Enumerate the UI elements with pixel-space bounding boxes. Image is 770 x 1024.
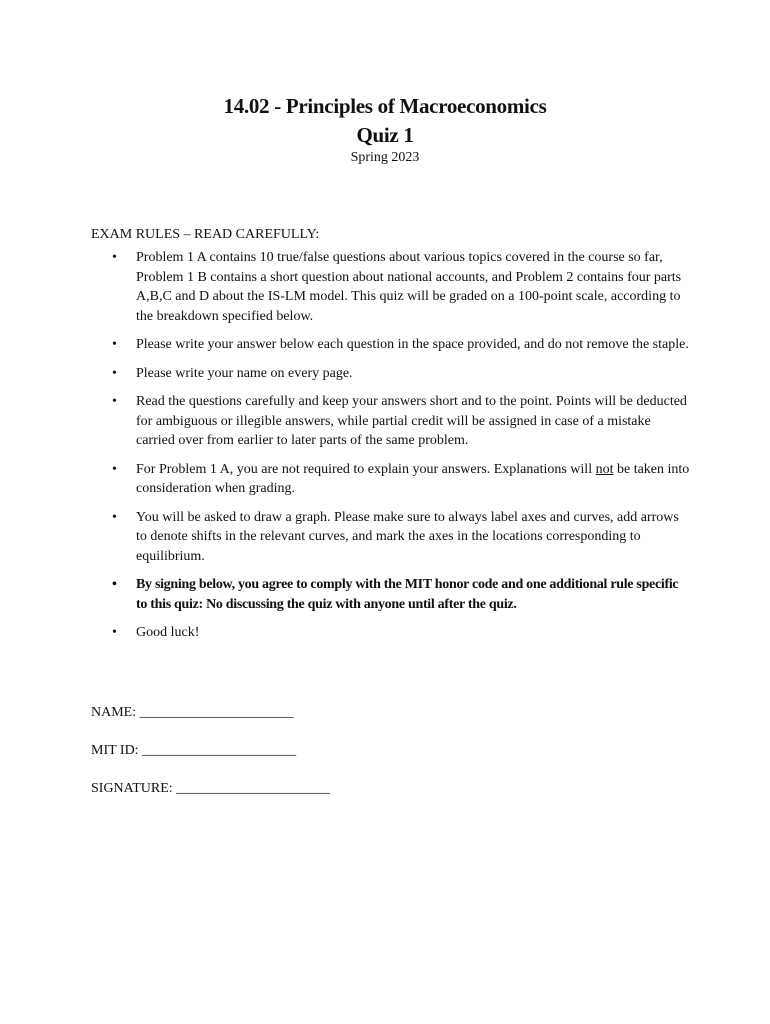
rules-heading: EXAM RULES – READ CAREFULLY:	[91, 227, 320, 242]
rule-item-5-underlined: not	[595, 461, 614, 477]
signature-field[interactable]: SIGNATURE: ______________________	[91, 781, 331, 796]
rule-item-4: • Read the questions carefully and keep your answers short and to the point. Points will be deducted for ambiguous or illegible answers, while partial credit will be assigned in case of a mistake carried over from earlier to later parts of the same problem.	[91, 392, 691, 451]
term-label: Spring 2023	[350, 150, 420, 165]
quiz-title: Quiz 1	[356, 123, 414, 147]
rule-item-good-luck: • Good luck!	[91, 623, 691, 643]
rule-item-6: • You will be asked to draw a graph. Please make sure to always label axes and curves, add arrows to denote shifts in the relevant curves, and mark the axes in the locations corresponding to equilibrium.	[91, 508, 691, 567]
rule-item-2: • Please write your answer below each question in the space provided, and do not remove the staple.	[91, 335, 691, 355]
name-field[interactable]: NAME: ______________________	[91, 705, 294, 720]
rules-list	[91, 248, 691, 652]
rule-item-5-before: For Problem 1 A, you are not required to explain your answers. Explanations will	[136, 461, 596, 477]
rule-item-1: • Problem 1 A contains 10 true/false questions about various topics covered in the course so far, Problem 1 B contains a short question about national accounts, and Problem 2 contains four parts A,B,C and D about the IS-LM model. This quiz will be graded on a 100-point scale, according to the breakdown specified below.	[91, 248, 691, 326]
rule-item-5	[91, 460, 691, 499]
rule-item-3: • Please write your name on every page.	[91, 364, 691, 384]
mit-id-field[interactable]: MIT ID: ______________________	[91, 743, 297, 758]
course-title: 14.02 - Principles of Macroeconomics	[223, 94, 547, 118]
rule-item-honor-code: • By signing below, you agree to comply with the MIT honor code and one additional rule specific to this quiz: No discussing the quiz with anyone until after the quiz.	[91, 575, 691, 614]
rule-item-5-after: be taken into consideration when grading.	[136, 461, 690, 496]
